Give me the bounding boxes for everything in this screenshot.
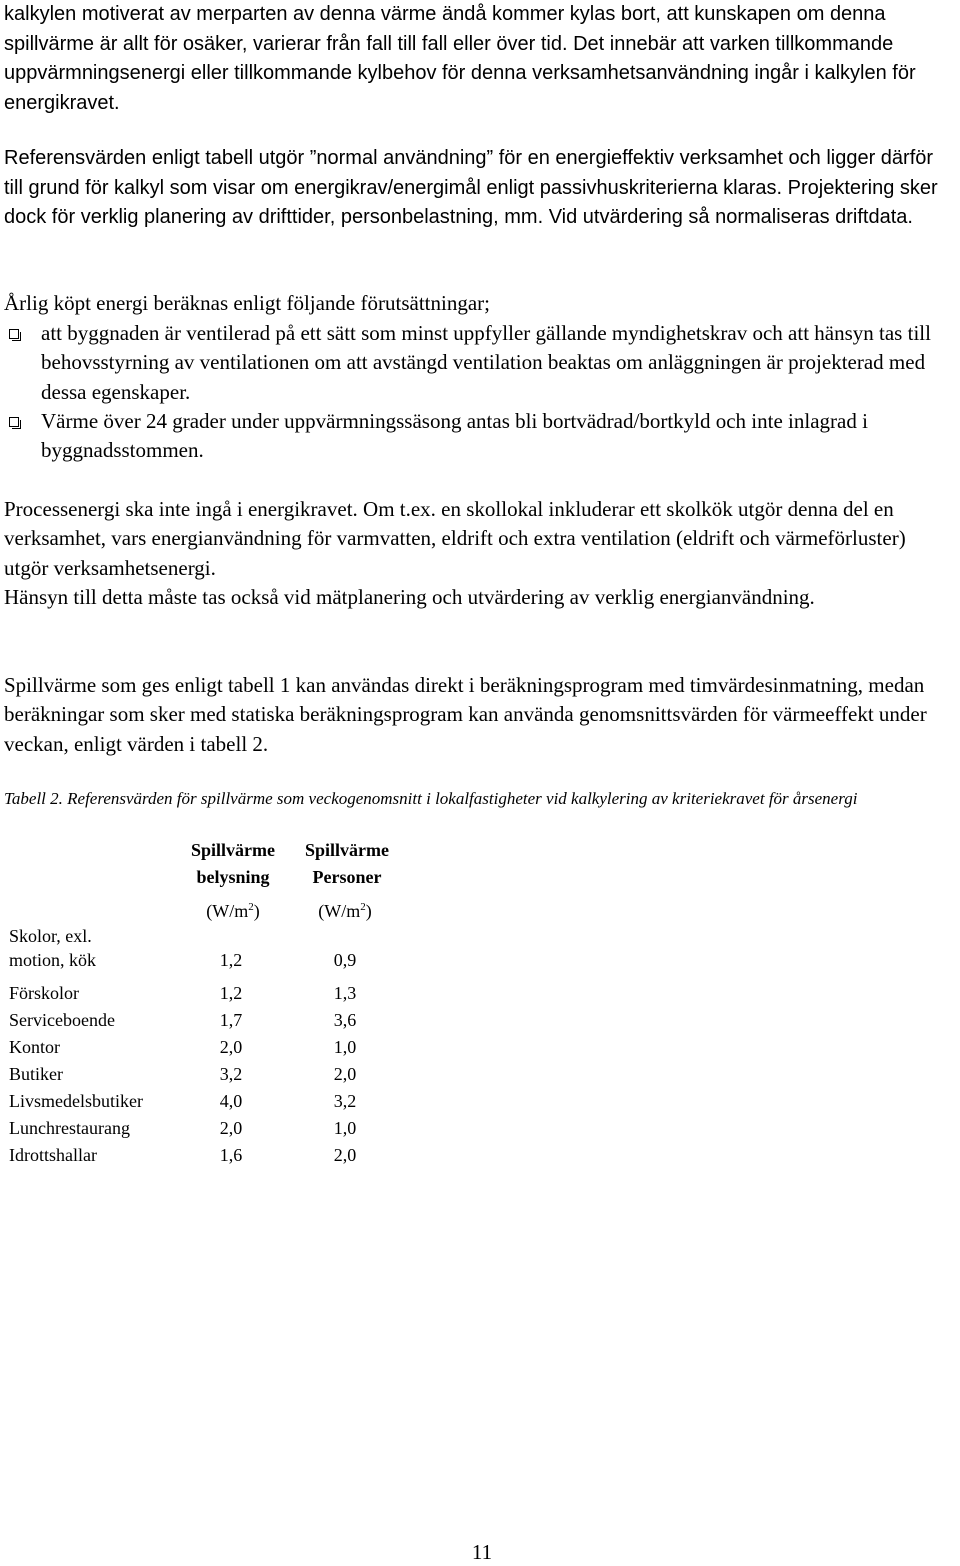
- value-belysning: 1,2: [219, 983, 243, 1003]
- value-personer: 2,0: [333, 1064, 357, 1084]
- row-label: Lunchrestaurang: [9, 1118, 130, 1138]
- column-unit-personer: $(W/m^2)$: [318, 901, 372, 921]
- value-personer: 1,3: [333, 983, 357, 1003]
- value-belysning: 1,2: [219, 950, 243, 970]
- value-belysning: 2,0: [219, 1037, 243, 1057]
- row-label: Butiker: [9, 1064, 63, 1084]
- value-personer: 1,0: [333, 1118, 357, 1138]
- value-personer: 3,2: [333, 1091, 357, 1111]
- row-label: Kontor: [9, 1037, 60, 1057]
- page-number: 11: [471, 1540, 493, 1564]
- paragraph-process-energy: Processenergi ska inte ingå i energikravet. Om t.ex. en skollokal inkluderar ett skolkök utgör denna del en verksamhet, vars energianvändning för varmvatten, eldrift och extra ventilation (eldrift och värmeförluster) utgör verksamhetsenergi.: [4, 497, 906, 580]
- row-label: Livsmedelsbutiker: [9, 1091, 143, 1111]
- value-personer: 3,6: [333, 1010, 357, 1030]
- column-header-belysning: Spillvärme belysning: [191, 840, 275, 887]
- paragraph-waste-heat: Spillvärme som ges enligt tabell 1 kan användas direkt i beräkningsprogram med timvärdesinmatning, medan beräkningar som sker med statiska beräkningsprogram kan använda genomsnittsvärden för värmeeffekt under veckan, enligt värden i tabell 2.: [4, 673, 927, 756]
- list-item: [4, 407, 954, 466]
- paragraph-reference-values: Referensvärden enligt tabell utgör ”normal användning” för en energieffektiv verksamhet och ligger därför till grund för kalkyl som visar om energikrav/energimål enligt passivhuskriterierna klaras. Projektering sker dock för verklig planering av drifttider, personbelastning, mm. Vid utvärdering så normaliseras driftdata.: [4, 147, 938, 228]
- list-item-text: Värme över 24 grader under uppvärmningssäsong antas bli bortvädrad/bortkyld och inte inlagrad i byggnadsstommen.: [41, 408, 868, 463]
- list-item-text: att byggnaden är ventilerad på ett sätt som minst uppfyller gällande myndighetskrav och att hänsyn tas till behovsstyrning av ventilationen om att avstängd ventilation beaktas om anläggningen är projekterad med dessa egenskaper.: [41, 321, 931, 404]
- paragraph-annual-energy: Årlig köpt energi beräknas enligt följande förutsättningar;: [4, 291, 490, 315]
- column-unit-belysning: $(W/m^2)$: [206, 901, 260, 921]
- row-label: motion, kök: [9, 950, 97, 970]
- conditions-list: [4, 319, 954, 465]
- row-label: Förskolor: [9, 983, 80, 1003]
- value-personer: 1,0: [333, 1037, 357, 1057]
- row-label: Idrottshallar: [9, 1145, 97, 1165]
- value-belysning: 1,6: [219, 1145, 243, 1165]
- paragraph-measurement: Hänsyn till detta måste tas också vid mätplanering och utvärdering av verklig energianvändning.: [4, 585, 815, 609]
- value-personer: 0,9: [333, 950, 357, 970]
- row-label: Serviceboende: [9, 1010, 115, 1030]
- value-belysning: 1,7: [219, 1010, 243, 1030]
- row-label-line: Skolor, exl.: [9, 926, 92, 946]
- list-item: [4, 319, 954, 407]
- value-belysning: 3,2: [219, 1064, 243, 1084]
- checkbox-bullet-icon: [9, 329, 19, 339]
- value-personer: 2,0: [333, 1145, 357, 1165]
- table-caption: Tabell 2. Referensvärden för spillvärme som veckogenomsnitt i lokalfastigheter vid kalkylering av kriteriekravet för årsenergi: [4, 789, 858, 808]
- value-belysning: 2,0: [219, 1118, 243, 1138]
- value-belysning: 4,0: [219, 1091, 243, 1111]
- paragraph-intro: kalkylen motiverat av merparten av denna värme ändå kommer kylas bort, att kunskapen om denna spillvärme är allt för osäker, varierar från fall till fall eller över tid. Det innebär att varken tillkommande uppvärmningsenergi eller tillkommande kylbehov för denna verksamhetsanvändning ingår i kalkylen för energikravet.: [4, 3, 916, 114]
- checkbox-bullet-icon: [9, 417, 19, 427]
- column-header-personer: Spillvärme Personer: [305, 840, 389, 887]
